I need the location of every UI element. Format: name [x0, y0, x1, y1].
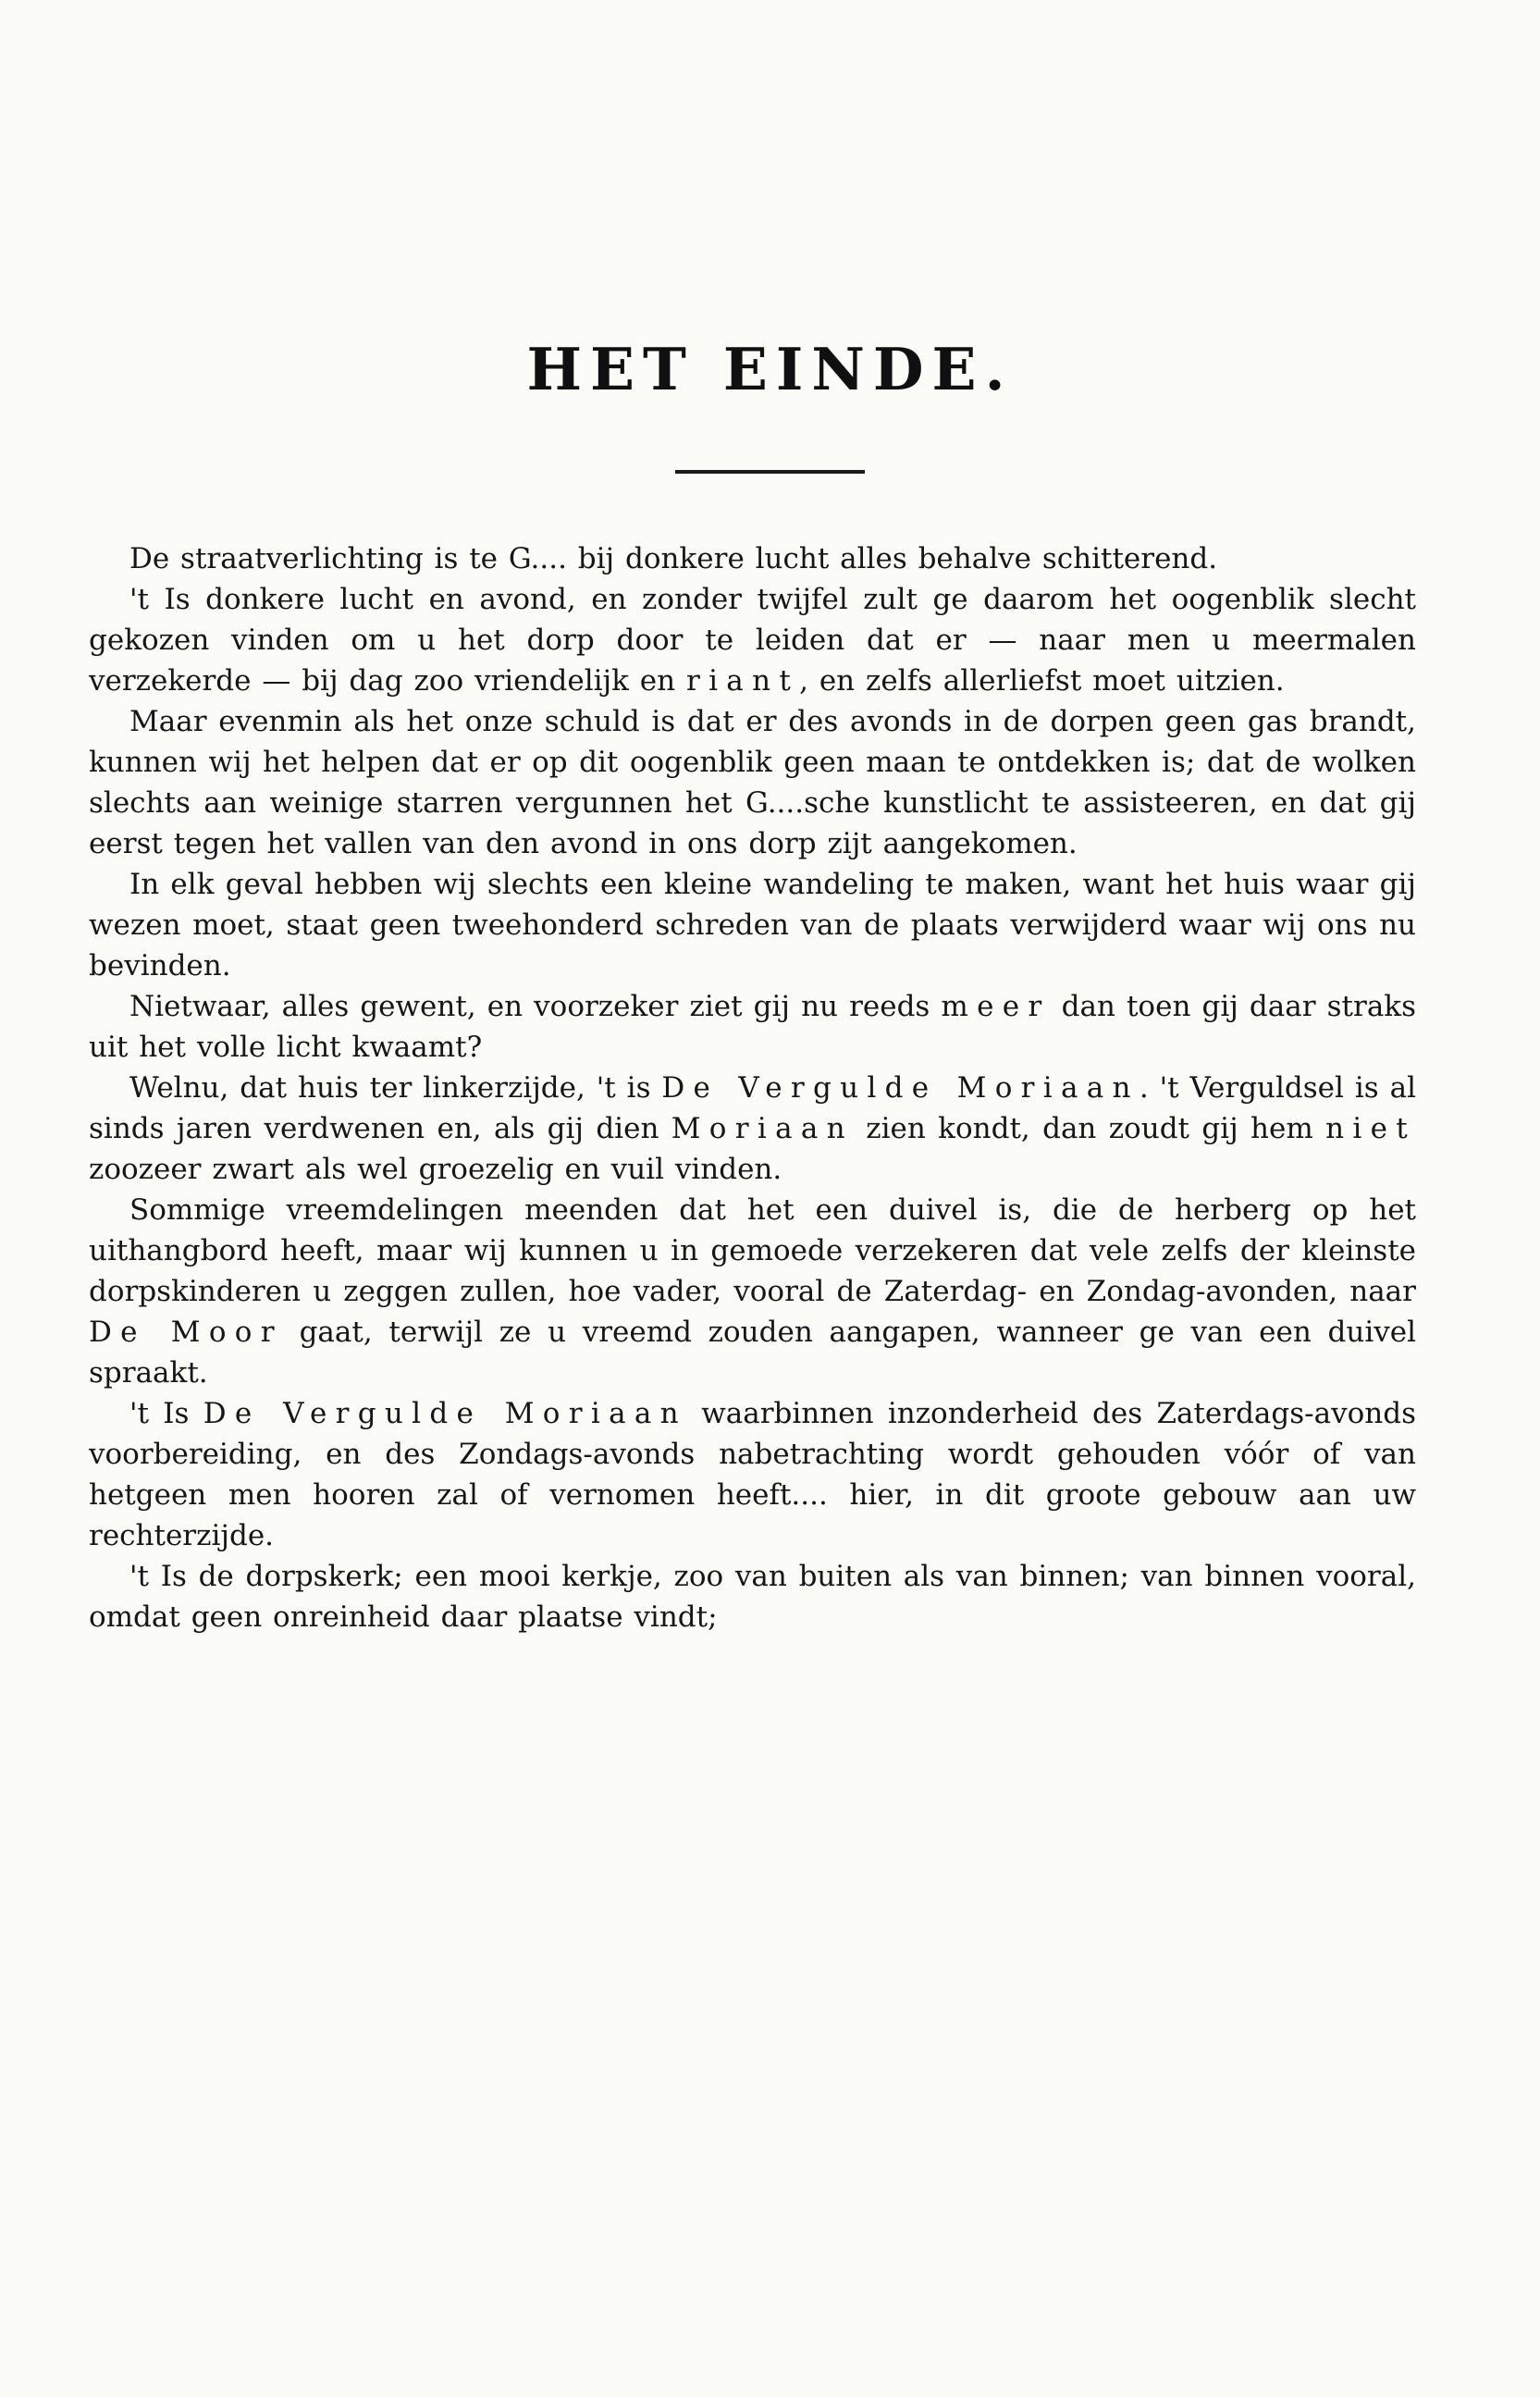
paragraph-3: Maar evenmin als het onze schuld is dat er des avonds in de dorpen geen gas brandt, kunnen wij het helpen dat er op dit oogenblik geen maan te ontdekken is; dat de wolken slechts aan weinige starren vergunnen het G....sche kunstlicht te assisteeren, en dat gij eerst tegen het vallen van den avond in ons dorp zijt aangekomen. [89, 705, 1416, 860]
paragraph-1: De straatverlichting is te G.... bij donkere lucht alles behalve schitterend. [129, 542, 1218, 575]
paragraph-7: Sommige vreemdelingen meenden dat het een duivel is, die de herberg op het uithangbord heeft, maar wij kunnen u in gemoede verzekeren dat vele zelfs der kleinste dorpskinderen u zeggen zullen, hoe vader, vooral de Zaterdag- en Zondag-avonden, naar De Moor gaat, terwijl ze u vreemd zouden aangapen, wanneer ge van een duivel spraakt. [89, 1193, 1417, 1390]
paragraph-8: 't Is De Vergulde Moriaan waarbinnen inzonderheid des Zaterdags-avonds voorbereiding, en des Zondags-avonds nabetrachting wordt gehouden vóór of van hetgeen men hooren zal of vernomen heeft.... hier, in dit groote gebouw aan uw rechterzijde. [89, 1397, 1417, 1552]
paragraph-2: 't Is donkere lucht en avond, en zonder twijfel zult ge daarom het oogenblik slecht gekozen vinden om u het dorp door te leiden dat er — naar men u meermalen verzekerde — bij dag zoo vriendelijk en riant, en zelfs allerliefst moet uitzien. [89, 583, 1416, 698]
page-content [0, 538, 1540, 1637]
title-divider [675, 470, 865, 474]
paragraph-9: 't Is de dorpskerk; een mooi kerkje, zoo van buiten als van binnen; van binnen vooral, omdat geen onreinheid daar plaatse vindt; [89, 1560, 1416, 1634]
paragraph-6: Welnu, dat huis ter linkerzijde, 't is De Vergulde Moriaan. 't Verguldsel is al sinds jaren verdwenen en, als gij dien Moriaan zien kondt, dan zoudt gij hem niet zoozeer zwart als wel groezelig en vuil vinden. [89, 1071, 1416, 1186]
paragraph-4: In elk geval hebben wij slechts een kleine wandeling te maken, want het huis waar gij wezen moet, staat geen tweehonderd schreden van de plaats verwijderd waar wij ons nu bevinden. [89, 868, 1416, 982]
chapter-title: HET EINDE. [526, 335, 1014, 403]
paragraph-5: Nietwaar, alles gewent, en voorzeker ziet gij nu reeds meer dan toen gij daar straks uit het volle licht kwaamt? [89, 990, 1416, 1064]
